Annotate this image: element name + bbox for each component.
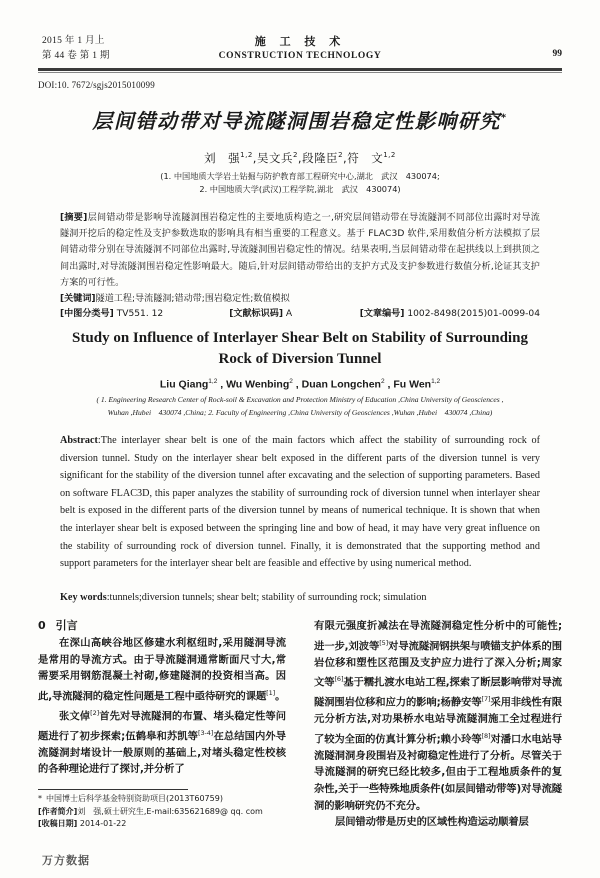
header-date: 2015 年 1 月上 — [42, 36, 105, 46]
footnote-received-value: 2014-01-22 — [79, 819, 127, 829]
keywords-en-text: :tunnels;diversion tunnels; shear belt; stability of surrounding rock; simulation — [106, 592, 427, 603]
title-footnote-marker: * — [500, 112, 508, 124]
abstract-en-text: :The interlayer shear belt is one of the main factors which affect the stability of surrounding rock of diversion tunnel. Study on the interlayer shear belt exposed in the different parts of the diversion tunnel is very significant for the stability of the diversion tunnel after excavating and the selection of supporting parameters. Based on software FLAC3D, this paper analyzes the stability of surrounding rock of diversion tunnel when interlayer shear belt is exposed in the different parts of the diversion tunnel by means of numerical technique. It is shown that when the interlayer shear belt is exposed between the springing line and bow of head, it may have very great influence on the stability of surrounding rock of diversion tunnel. Finally, it is demonstrated that the supporting method and support parameters for the interlayer shear belt are feasible and effective by using numerical method. — [60, 435, 540, 570]
abstract-cn-text: 层间错动带是影响导流隧洞围岩稳定性的主要地质构造之一,研究层间错动带在导流隧洞不同部位出露时对导流隧洞开挖后的稳定性及支护参数选取的影响具有相当重要的工程意义。基于 FLAC3D 软件,采用数值分析方法模拟了层间错动带分别在导流隧洞不同部位出露时,导流隧洞围岩稳定性的情况。结果表明,当层间错动带在起拱线以上到拱顶之间出露时,对导流隧洞围岩稳定性影响最大。随后,针对层间错动带给出的支护方式及支护参数进行数值分析,论证其支护方案的可行性。 — [60, 213, 541, 288]
wanfang-watermark: 万方数据 — [42, 854, 90, 867]
footnote-fund-text: 中国博士后科学基金特别资助项目(2013T60759) — [46, 794, 223, 803]
title-en-line2: Rock of Diversion Tunnel — [218, 351, 382, 367]
articleid-group — [360, 307, 540, 322]
keywords-en-label: Key words — [60, 592, 107, 603]
doccode-label: [文献标识码] — [229, 309, 283, 319]
abstract-en — [60, 432, 540, 573]
abstract-cn-label: [摘要] — [60, 213, 88, 223]
keywords-cn-label: [关键词] — [60, 294, 96, 304]
affiliation-en-line2: Wuhan ,Hubei 430074 ,China; 2. Faculty of Engineering ,China University of Geosciences ,Wuhan ,Hubei 430074 ,China) — [107, 407, 493, 417]
footnote-received — [38, 818, 293, 831]
journal-title-en: CONSTRUCTION TECHNOLOGY — [218, 51, 382, 61]
clc-label: [中图分类号] — [60, 309, 114, 319]
footnote-author-bio — [38, 806, 293, 819]
title-cn-text: 层间错动带对导流隧洞围岩稳定性影响研究 — [92, 109, 501, 133]
doi-line: DOI:10. 7672/sgjs2015010099 — [38, 80, 155, 90]
keywords-cn-text: 隧道工程;导流隧洞;错动带;围岩稳定性;数值模拟 — [95, 294, 290, 304]
section-title: 引言 — [55, 619, 78, 632]
clc-value: TV551. 12 — [116, 309, 164, 319]
paragraph: 在深山高峡谷地区修建水利枢纽时,采用隧洞导流是常用的导流方式。由于导流隧洞通常断面尺寸大,常需要采用钢筋混凝土衬砌,修建隧洞的投资相当高。因此,导流隧洞的稳定性问题是工程中亟待研究的课题[1]。 — [38, 637, 286, 703]
footnote-author-bio-label: [作者简介] — [38, 806, 78, 816]
page-title-cn — [38, 105, 562, 134]
header-journal-name — [38, 34, 562, 63]
articleid-value: 1002-8498(2015)01-0099-04 — [407, 309, 540, 319]
footnote-rule — [38, 789, 188, 790]
page-title-en — [60, 328, 540, 370]
body-column-left — [38, 618, 286, 778]
articleid-label: [文章编号] — [359, 309, 405, 319]
affiliation-en — [46, 394, 554, 419]
doccode-group — [229, 307, 360, 322]
footnote-star-marker: * — [38, 794, 42, 803]
journal-title-cn: 施 工 技 术 — [254, 35, 346, 48]
affiliation-cn — [38, 170, 562, 196]
section-heading — [38, 618, 286, 634]
paragraph: 有限元强度折减法在导流隧洞稳定性分析中的可能性;进一步,刘波等[5]对导流隧洞钢拱架与喷锚支护体系的围岩位移和塑性区范围及支护应力进行了深入分析;周家文等[6]基于糯扎渡水电站工程,探索了断层影响带对导流隧洞围岩位移和应力的影响;杨静安等[7]采用非线性有限元分析方法,对功果桥水电站导流隧洞施工全过程进行了较为全面的仿真计算分析;赖小玲等[8]对潘口水电站导流隧洞洞身段围岩及衬砌稳定性进行了分析。尽管关于导流隧洞的研究已经比较多,但由于工程地质条件的复杂性,关于一些特殊地质条件(如层间错动带等)对导流隧洞的影响研究仍不充分。 — [314, 620, 562, 812]
authors-cn: 刘 强$^{1,2}$,吴文兵$^2$,段隆臣$^2$,符 文$^{1,2}$ — [204, 151, 396, 165]
affiliation-cn-line2: 2. 中国地质大学(武汉)工程学院,湖北 武汉 430074) — [199, 184, 401, 194]
doccode-value: A — [285, 309, 293, 319]
keywords-cn — [60, 292, 540, 307]
header-rule-thin — [38, 72, 562, 73]
footnote-block — [38, 793, 293, 831]
keywords-en — [60, 590, 540, 606]
header-volume: 第 44 卷 第 1 期 — [42, 51, 110, 61]
footnote-received-label: [收稿日期] — [38, 819, 78, 829]
affiliation-en-line1: ( 1. Engineering Research Center of Rock-soil & Excavation and Protection Ministry of Education ,China University of Geosciences , — [96, 395, 504, 404]
page-number: 99 — [552, 49, 562, 59]
abstract-en-label: Abstract — [60, 435, 98, 446]
title-en-line1: Study on Influence of Interlayer Shear Belt on Stability of Surrounding — [72, 330, 528, 346]
header-rule — [38, 68, 562, 71]
classification-line — [60, 307, 540, 322]
paragraph: 张文倬[2]首先对导流隧洞的布置、堵头稳定性等问题进行了初步探索;伍鹤皋和苏凯等[3-4]在总结国内外导流隧洞封堵设计一般原则的基础上,对堵头稳定性校核的各种理论进行了探讨,并分析了 — [38, 708, 286, 776]
affiliation-cn-line1: (1. 中国地质大学岩土钻掘与防护教育部工程研究中心,湖北 武汉 430074; — [160, 171, 440, 181]
footnote-fund — [38, 793, 293, 806]
running-header — [38, 34, 562, 68]
section-number: 0 — [38, 619, 46, 632]
paragraph: 层间错动带是历史的区域性构造运动顺着层 — [335, 816, 529, 829]
footnote-author-bio-text: 刘 强,硕士研究生,E-mail:635621689@ qq. com — [77, 806, 263, 816]
abstract-cn — [60, 210, 540, 291]
clc-group — [60, 307, 229, 322]
authors-en: Liu Qiang$^{1,2}$ , Wu Wenbing$^2$ , Duan Longchen$^2$ , Fu Wen$^{1,2}$ — [159, 378, 441, 391]
body-column-right — [314, 618, 562, 831]
